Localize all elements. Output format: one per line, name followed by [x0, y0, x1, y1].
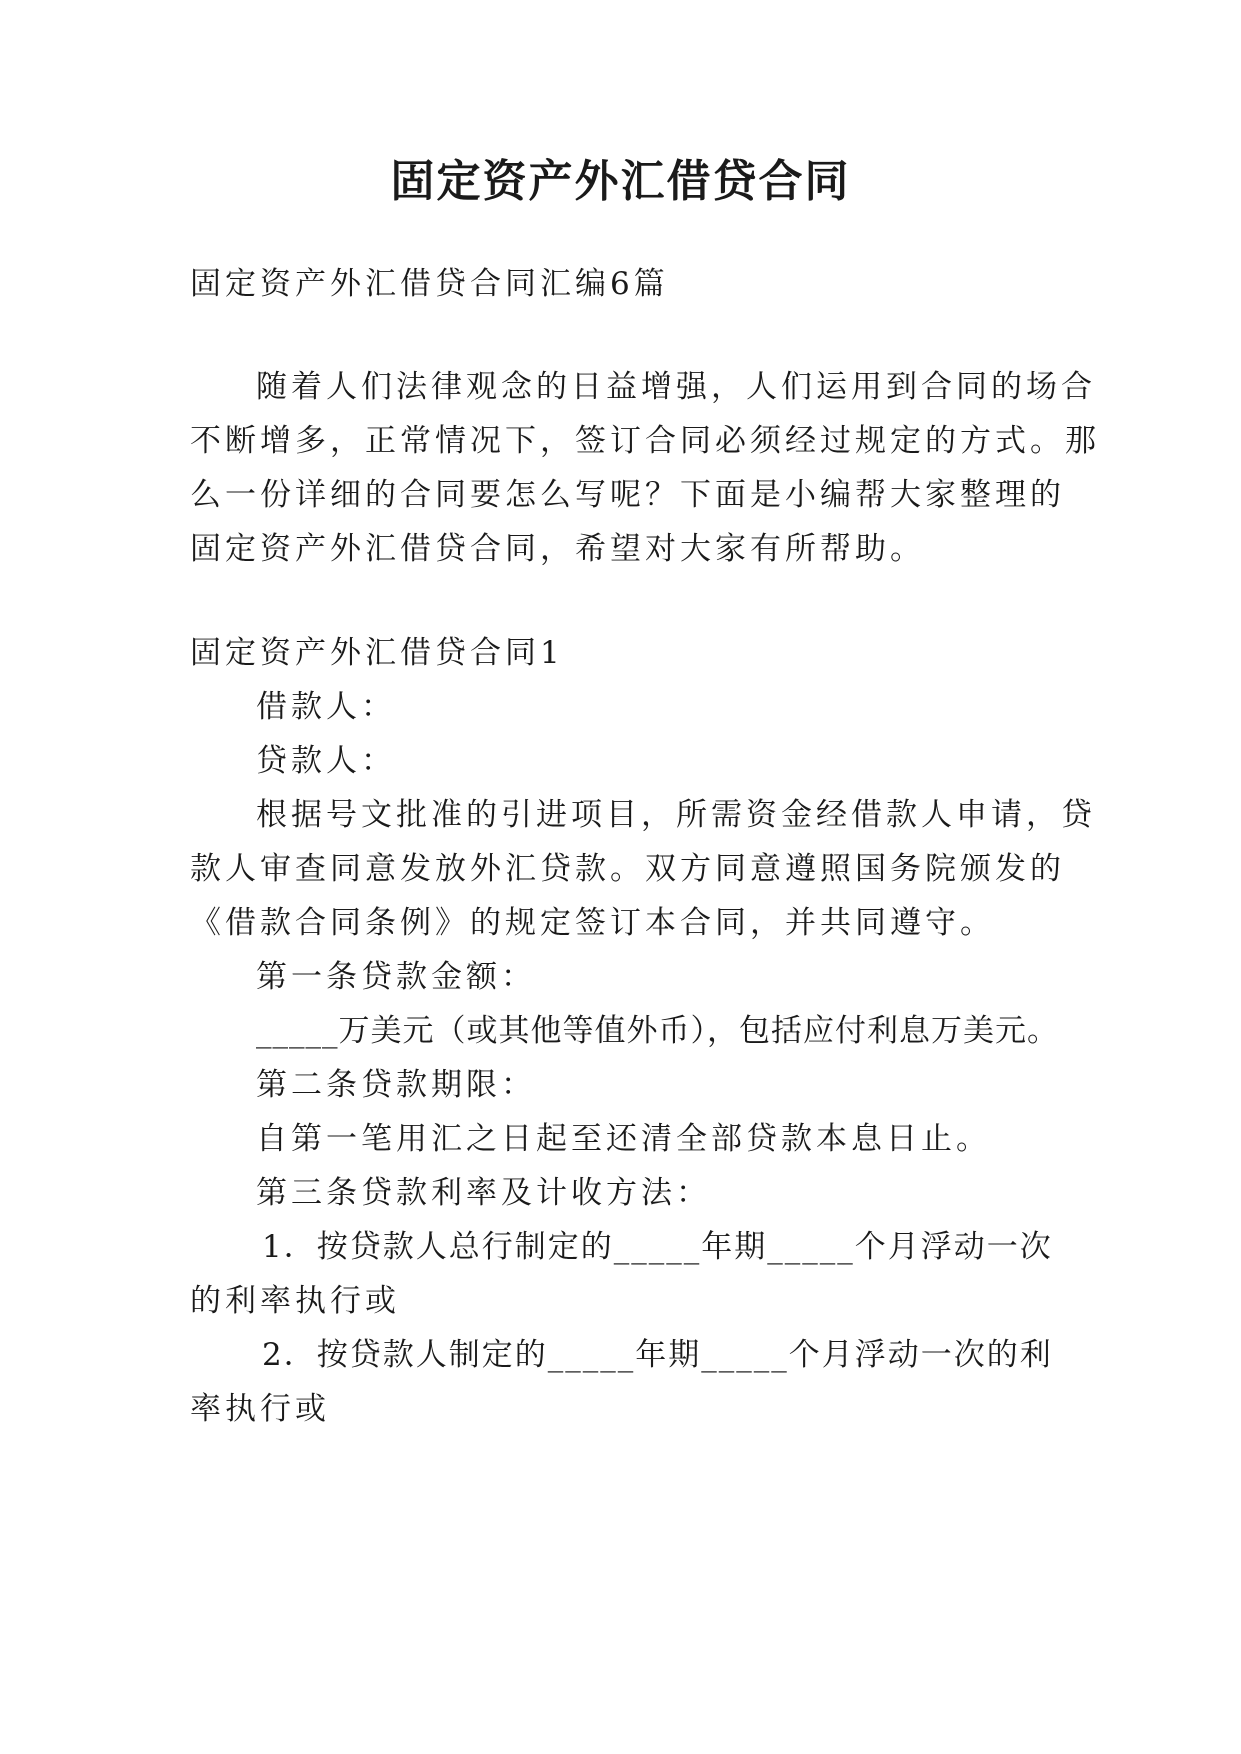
document-subtitle: 固定资产外汇借贷合同汇编6篇	[190, 266, 669, 302]
article-3-item-1-cont: 的利率执行或	[190, 1283, 400, 1319]
article-2-body: 自第一笔用汇之日起至还清全部贷款本息日止。	[256, 1121, 991, 1157]
article-1-body: _____万美元（或其他等值外币），包括应付利息万美元。	[256, 1013, 1059, 1049]
article-3-title: 第三条贷款利率及计收方法：	[256, 1175, 711, 1211]
lender-label: 贷款人：	[256, 743, 396, 779]
intro-line: 固定资产外汇借贷合同，希望对大家有所帮助。	[190, 531, 925, 567]
article-2-title: 第二条贷款期限：	[256, 1067, 536, 1103]
preamble-line: 《借款合同条例》的规定签订本合同，并共同遵守。	[190, 905, 995, 941]
intro-line: 不断增多，正常情况下，签订合同必须经过规定的方式。那	[190, 423, 1100, 459]
article-3-item-2-cont: 率执行或	[190, 1391, 330, 1427]
borrower-label: 借款人：	[256, 689, 396, 725]
section-heading: 固定资产外汇借贷合同1	[190, 635, 564, 671]
document-title: 固定资产外汇借贷合同	[390, 156, 851, 207]
article-1-title: 第一条贷款金额：	[256, 959, 536, 995]
preamble-line: 根据号文批准的引进项目，所需资金经借款人申请，贷	[256, 797, 1096, 833]
article-3-item-2: 2．按贷款人制定的_____年期_____个月浮动一次的利	[262, 1337, 1053, 1373]
intro-line: 随着人们法律观念的日益增强，人们运用到合同的场合	[256, 369, 1096, 405]
preamble-line: 款人审查同意发放外汇贷款。双方同意遵照国务院颁发的	[190, 851, 1065, 887]
intro-line: 么一份详细的合同要怎么写呢？下面是小编帮大家整理的	[190, 477, 1065, 513]
article-3-item-1: 1．按贷款人总行制定的_____年期_____个月浮动一次	[262, 1229, 1053, 1265]
